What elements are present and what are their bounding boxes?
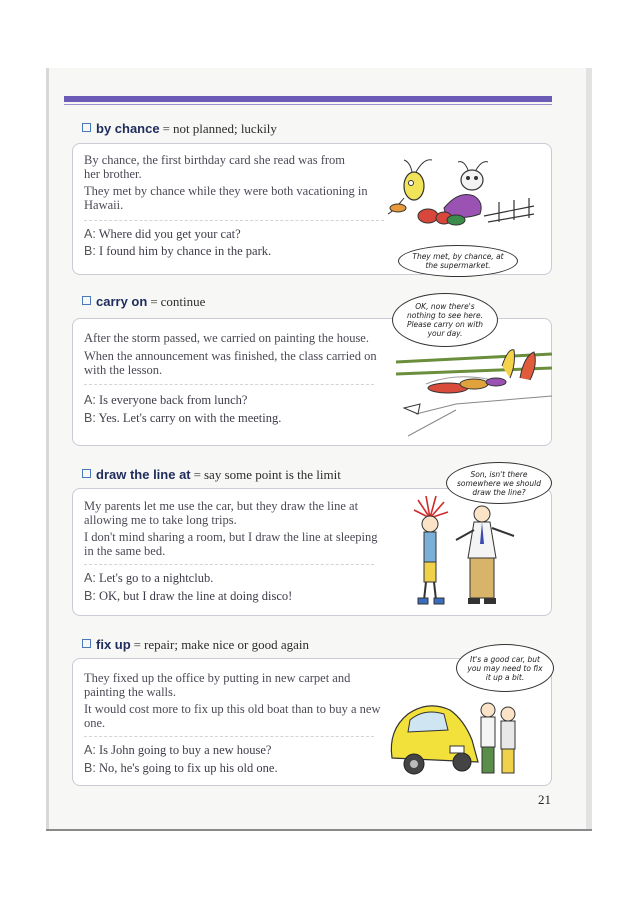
speech-bubble — [398, 245, 518, 277]
divider — [84, 736, 374, 737]
checkbox-icon — [82, 469, 91, 478]
speaker-label: B: — [84, 761, 96, 775]
dialogue-text: Let's go to a nightclub. — [98, 571, 214, 585]
entry-term: carry on — [96, 294, 148, 309]
speaker-label: A: — [84, 571, 96, 585]
speaker-label: B: — [84, 244, 96, 258]
father-and-son-illustration — [400, 496, 532, 608]
header-band-line — [64, 104, 552, 105]
page-right-edge — [586, 68, 592, 831]
bubble-text: They met, by chance, at the supermarket. — [412, 252, 504, 270]
dialogue-line-a — [84, 227, 241, 242]
entry-definition: not planned; luckily — [172, 121, 277, 136]
bubble-text: Son, isn't there somewhere we should draw the line? — [457, 469, 541, 497]
bubble-text: It's a good car, but you may need to fix it up a bit. — [467, 654, 543, 682]
example-sentence: I don't mind sharing a room, but I draw the line at sleeping in the same bed. — [84, 530, 378, 558]
bubble-text: OK, now there's nothing to see here. Please carry on with your day. — [406, 302, 484, 338]
checkbox-icon — [82, 639, 91, 648]
old-car-and-two-men-illustration — [388, 690, 528, 780]
entry-heading-fix-up — [82, 637, 309, 653]
two-insects-meeting-illustration — [384, 156, 544, 246]
entry-heading-carry-on — [82, 294, 205, 310]
example-sentence: By chance, the first birthday card she read was from her brother. — [84, 153, 346, 181]
dialogue-line-a — [84, 393, 248, 408]
divider — [84, 564, 374, 565]
entry-term: draw the line at — [96, 467, 191, 482]
crowd-on-road-illustration — [396, 344, 552, 440]
equals-sign: = — [162, 121, 170, 136]
dialogue-line-b — [84, 244, 271, 259]
speaker-label: A: — [84, 227, 96, 241]
speaker-label: A: — [84, 393, 96, 407]
example-sentence: When the announcement was finished, the class carried on with the lesson. — [84, 349, 377, 377]
entry-term: fix up — [96, 637, 131, 652]
dialogue-text: Is everyone back from lunch? — [98, 393, 248, 407]
dialogue-text: No, he's going to fix up his old one. — [98, 761, 278, 775]
example-sentence: It would cost more to fix up this old boat than to buy a new one. — [84, 702, 381, 730]
example-sentence: My parents let me use the car, but they draw the line at allowing me to take long trips. — [84, 499, 359, 527]
equals-sign: = — [133, 637, 142, 652]
dialogue-text: OK, but I draw the line at doing disco! — [98, 589, 293, 603]
dialogue-text: Yes. Let's carry on with the meeting. — [98, 411, 282, 425]
dialogue-line-a — [84, 743, 271, 758]
checkbox-icon — [82, 123, 91, 132]
dialogue-line-b — [84, 761, 278, 776]
entry-term: by chance — [96, 121, 160, 136]
example-sentence: They fixed up the office by putting in new carpet and painting the walls. — [84, 671, 351, 699]
dialogue-line-a — [84, 571, 213, 586]
divider — [84, 220, 384, 221]
equals-sign: = — [193, 467, 201, 482]
dialogue-text: Is John going to buy a new house? — [98, 743, 272, 757]
entry-heading-by-chance — [82, 121, 277, 137]
speaker-label: B: — [84, 589, 96, 603]
divider — [84, 384, 374, 385]
dialogue-line-b — [84, 589, 292, 604]
entry-definition: continue — [160, 294, 206, 309]
equals-sign: = — [150, 294, 158, 309]
example-sentence: They met by chance while they were both vacationing in Hawaii. — [84, 184, 368, 212]
dialogue-line-b — [84, 411, 281, 426]
page-number: 21 — [538, 792, 551, 807]
speaker-label: B: — [84, 411, 96, 425]
header-band — [64, 96, 552, 102]
page-bottom-edge — [46, 829, 592, 831]
entry-definition: say some point is the limit — [203, 467, 341, 482]
dialogue-text: Where did you get your cat? — [98, 227, 241, 241]
speech-bubble — [456, 644, 554, 692]
example-sentence: After the storm passed, we carried on painting the house. — [84, 331, 369, 345]
entry-definition: repair; make nice or good again — [144, 637, 309, 652]
page-edge — [46, 68, 49, 831]
speaker-label: A: — [84, 743, 96, 757]
dialogue-text: I found him by chance in the park. — [98, 244, 272, 258]
speech-bubble — [392, 293, 498, 347]
checkbox-icon — [82, 296, 91, 305]
entry-heading-draw-the-line-at — [82, 467, 341, 483]
